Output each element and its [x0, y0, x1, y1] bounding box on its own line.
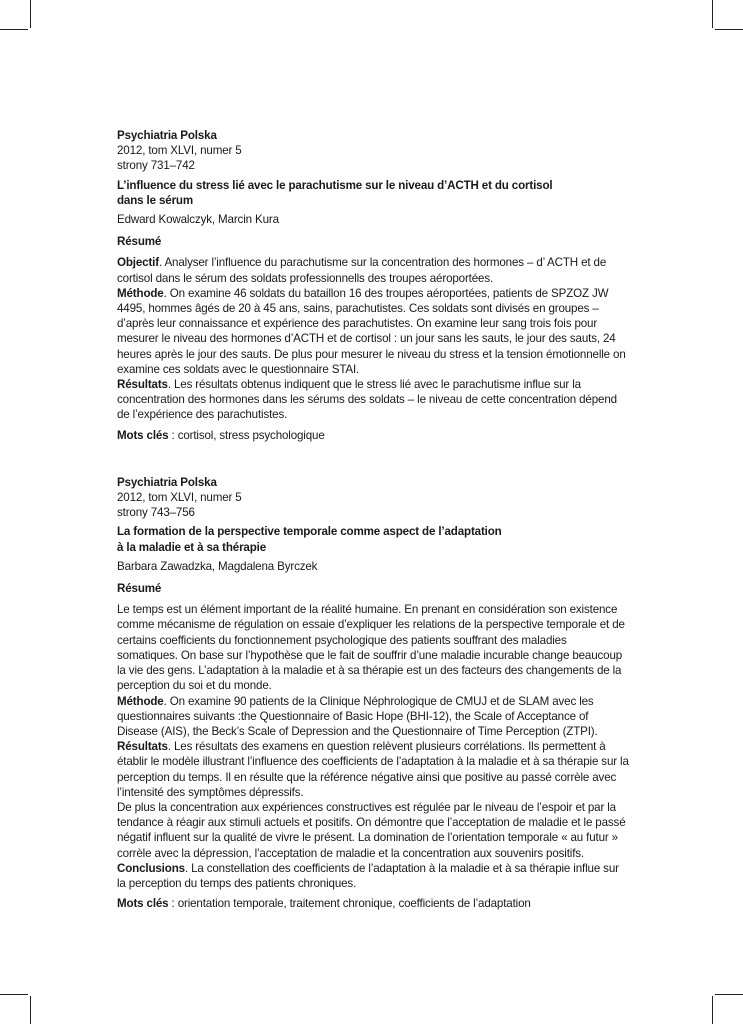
crop-mark-bottom-right-horizontal [715, 994, 743, 995]
abstract-section-conclusions [117, 861, 629, 891]
abstract-section-results [117, 739, 629, 800]
journal-name: Psychiatria Polska [117, 129, 217, 142]
keywords-label: Mots clés [117, 897, 169, 911]
article-abstract [117, 128, 629, 443]
section-text: De plus la concentration aux expériences constructives est régulée par le niveau de l’espoir et par la tendance à réagir aux stimuli actuels et positifs. On démontre que l’acceptation de maladie et le passé négatif influent sur la qualité de vivre le présent. La domination de l’orientation temporale « au futur » corrèle avec la dépression, l’acceptation de maladie et la concentration aux souvenirs positifs. [117, 800, 626, 860]
crop-mark-top-right-vertical [712, 0, 713, 28]
article-title [117, 178, 629, 208]
crop-mark-bottom-right-vertical [712, 996, 713, 1024]
crop-mark-top-right-horizontal [715, 29, 743, 30]
crop-mark-bottom-left-vertical [30, 996, 31, 1024]
article-authors: Edward Kowalczyk, Marcin Kura [117, 213, 279, 227]
keywords-label: Mots clés [117, 428, 169, 442]
section-text: . Les résultats obtenus indiquent que le stress lié avec le parachutisme influe sur la concentration des hormones dans les sérums des soldats – le niveau de cette concentration dépend de l’expérience des parachutistes. [117, 378, 617, 422]
section-text: . La constellation des coefficients de l’adaptation à la maladie et à sa thérapie influe sur la perception du temps des patients chroniques. [117, 861, 619, 890]
section-text: . Analyser l’influence du parachutisme sur la concentration des hormones – d’ ACTH et de cortisol dans le sérum des soldats professionnells des troupes aéroportées. [117, 256, 607, 285]
crop-mark-bottom-left-horizontal [0, 994, 28, 995]
crop-mark-top-left-vertical [30, 0, 31, 28]
section-text: Le temps est un élément important de la réalité humaine. En prenant en considération son existence comme mécanisme de régulation on essaie d’expliquer les relations de la perspective temporale et de certains coefficients du fonctionnement psychologique des patients souffrant des maladies somatiques. On base sur l’hypothèse que le fait de souffrir d’une maladie incurable change beaucoup la vie des gens. L’adaptation à la maladie et à sa thérapie est un des facteurs des changements de la perception du soi et du monde. [117, 603, 625, 693]
article-authors: Barbara Zawadzka, Magdalena Byrczek [117, 559, 318, 573]
article-title [117, 524, 629, 554]
keywords-text: : orientation temporale, traitement chronique, coefficients de l’adaptation [168, 897, 531, 911]
abstract-section-objective [117, 255, 629, 285]
issue-info: 2012, tom XLVI, numer 5 [117, 491, 242, 505]
section-label: Résultats [117, 378, 168, 392]
section-label: Méthode [117, 286, 164, 300]
section-label: Conclusions [117, 861, 185, 875]
keywords [117, 896, 629, 911]
section-label: Objectif [117, 256, 159, 270]
page-range: strony 731–742 [117, 159, 195, 173]
abstract-section-method [117, 286, 629, 377]
keywords-text: : cortisol, stress psychologique [168, 428, 325, 442]
page-range: strony 743–756 [117, 506, 195, 520]
crop-mark-top-left-horizontal [0, 29, 28, 30]
abstract-section-results [117, 377, 629, 423]
article-title-line: La formation de la perspective temporale comme aspect de l’adaptation [117, 525, 502, 539]
abstract-section-method [117, 694, 629, 740]
abstract-section-intro [117, 602, 629, 693]
section-text: . On examine 90 patients de la Clinique Néphrologique de CMUJ et de SLAM avec les questionnaires suivants :the Questionnaire of Basic Hope (BHI-12), the Scale of Acceptance of Disease (AIS), the Beck’s Scale of Depression and the Questionnaire of Time Perception (ZTPI). [117, 694, 598, 738]
section-label: Méthode [117, 694, 164, 708]
section-text: . On examine 46 soldats du bataillon 16 des troupes aéroportées, patients de SPZOZ JW 4495, hommes âgés de 20 à 45 ans, sains, parachutistes. Ces soldats sont divisés en groupes – d’après leur connaissance et expérience des parachutistes. On examine leur sang trois fois pour mesurer le niveau des hormones d’ACTH et de cortisol : un jour sans les sauts, le jour des sauts, 24 heures après le jour des sauts. De plus pour mesurer le niveau du stress et la tension émotionnelle on examine ces soldats avec le questionnaire STAI. [117, 286, 626, 376]
resume-heading: Résumé [117, 582, 162, 596]
article-title-line: dans le sérum [117, 193, 194, 207]
article-abstract [117, 475, 629, 911]
issue-info: 2012, tom XLVI, numer 5 [117, 144, 242, 158]
article-title-line: L’influence du stress lié avec le parachutisme sur le niveau d’ACTH et du cortisol [117, 178, 553, 192]
article-title-line: à la maladie et à sa thérapie [117, 540, 267, 554]
section-label: Résultats [117, 740, 168, 754]
abstract-section-results-continued [117, 800, 629, 861]
journal-name: Psychiatria Polska [117, 475, 217, 489]
page-content [117, 128, 629, 911]
keywords [117, 428, 629, 443]
section-text: . Les résultats des examens en question relèvent plusieurs corrélations. Ils permettent à établir le modèle illustrant l’influence des coefficients de l’adaptation à la maladie et à sa thérapie sur la perception du temps. Il en résulte que la référence négative ainsi que positive au passé corrèle avec l’intensité des symptômes dépressifs. [117, 740, 629, 799]
resume-heading: Résumé [117, 235, 162, 249]
